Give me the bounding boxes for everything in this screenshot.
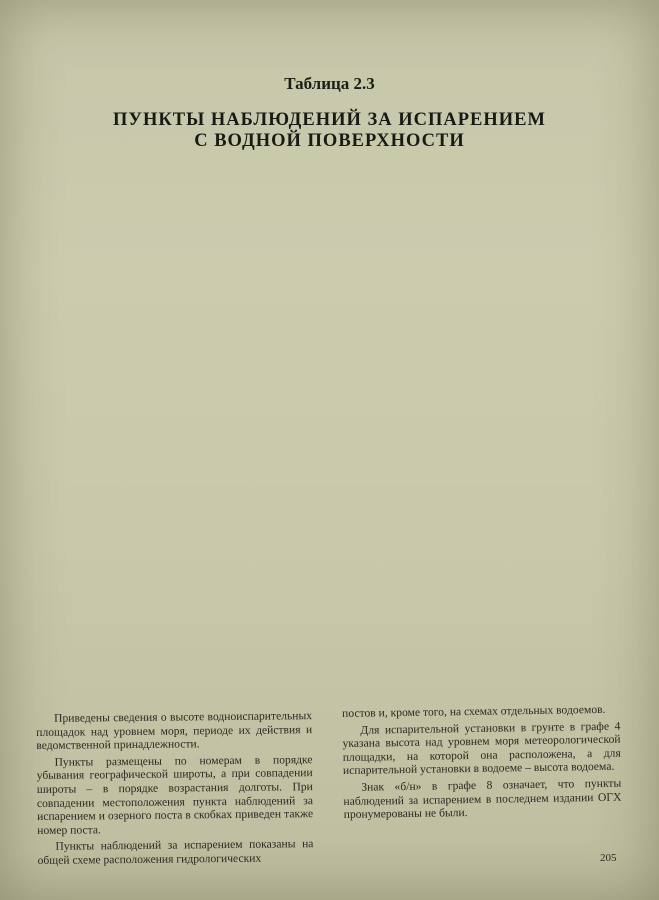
left-text-column	[36, 709, 314, 867]
table-label: Таблица 2.3	[284, 74, 375, 93]
title-line-1: ПУНКТЫ НАБЛЮДЕНИЙ ЗА ИСПАРЕНИЕМ	[113, 110, 546, 130]
paragraph: Для испарительной установки в грунте в графе 4 указана высота над уровнем моря метеорологической площадки, на которой она расположена, а для испарительной установки в водоеме – высота водоема.	[342, 719, 621, 778]
page-number: 205	[600, 852, 617, 864]
title-line-2: С ВОДНОЙ ПОВЕРХНОСТИ	[194, 131, 465, 151]
page-title	[0, 110, 659, 152]
paragraph: Приведены сведения о высоте водноиспарительных площадок над уровнем моря, периоде их действия и ведомственной принадлежности.	[36, 709, 313, 753]
right-text-column	[342, 703, 622, 822]
paragraph: Пункты размещены по номерам в порядке убывания географической широты, а при совпадении широты – в порядке возрастания долготы. При совпадении местоположения пункта наблюдений за испарением и озерного поста в скобках приведен также номер поста.	[36, 752, 314, 837]
paragraph: Пункты наблюдений за испарением показаны на общей схеме расположения гидрологических	[37, 837, 314, 867]
paragraph: постов и, кроме того, на схемах отдельных водоемов.	[342, 702, 606, 720]
paragraph: Знак «б/н» в графе 8 означает, что пункты наблюдений за испарением в последнем издании ОГХ пронумерованы не были.	[343, 776, 622, 822]
